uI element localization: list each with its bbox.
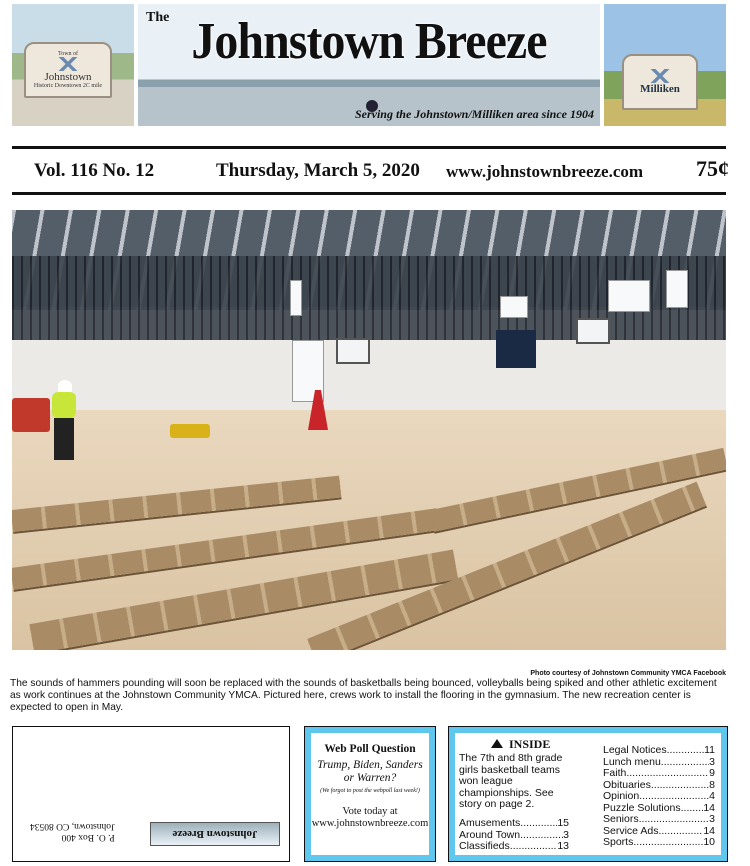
inside-heading [491,737,550,752]
index-page: 8 [709,778,715,791]
index-page: 4 [709,790,715,802]
inside-panel [455,733,721,855]
mailing-line-1: P. O. Box 400 [61,832,115,842]
mountain-icon [48,57,88,71]
mailing-line-2: Johnstown, CO 80534 [30,821,115,831]
milliken-sign-photo [604,4,726,126]
inside-story-teaser: The 7th and 8th grade girls basketball teams won league championships. See story on page 2. [459,752,563,810]
basketball-hoop [336,338,370,364]
index-label: Classifieds [459,840,510,852]
index-right-column [603,745,715,849]
leader-dots [639,814,710,826]
index-page: 9 [709,767,715,779]
index-label: Around Town [459,828,521,841]
index-entry[interactable] [603,745,715,757]
mountain-icon [640,69,680,83]
poll-vote-line: Vote today at [342,806,398,817]
leader-dots [633,837,703,849]
index-label: Sports [603,836,634,848]
poll-vote-link[interactable]: www.johnstownbreeze.com [311,818,429,829]
leader-dots [520,818,557,830]
floor-worker [48,380,78,460]
hard-hat [58,380,72,392]
equipment-cart [12,398,50,432]
poll-question: Trump, Biden, Sanders or Warren? [317,759,423,784]
index-entry[interactable] [459,818,569,830]
index-label: Puzzle Solutions [603,801,681,814]
website-link[interactable]: www.johnstownbreeze.com [446,162,644,181]
folio-bottom-rule [12,192,726,195]
inside-index-box [448,726,728,862]
index-label: Legal Notices [603,744,667,756]
index-page: 11 [704,744,715,756]
index-label: Service Ads [603,824,659,837]
index-label: Opinion [603,790,640,802]
leader-dots [658,826,703,838]
sign-small-top: Town of [57,51,79,57]
index-label: Amusements [459,817,521,829]
index-entry[interactable] [603,837,715,849]
index-page: 3 [709,813,715,825]
inside-heading-label: INSIDE [509,737,551,751]
web-poll-panel [311,733,429,855]
index-page: 3 [709,755,715,768]
leader-dots [626,768,709,780]
folio-line [12,152,729,188]
sign-small-bottom: Historic Downtown 2C mile [33,83,103,89]
index-page: 14 [703,824,715,837]
poll-note: (We forgot to post the webpoll last week!) [320,788,420,794]
worker-legs [54,418,74,460]
index-entry[interactable] [603,768,715,780]
milliken-sign [622,54,698,110]
window [290,280,302,316]
index-page: 3 [563,828,569,841]
photo-credit: Photo courtesy of Johnstown Community YMCA Facebook [530,670,726,677]
masthead-banner [138,4,600,126]
johnstown-sign-photo [12,4,134,126]
johnstown-sign [24,42,112,98]
window [666,270,688,308]
sign-town-name: Milliken [640,83,680,95]
index-left-column [459,818,569,853]
index-label: Lunch menu [603,755,661,768]
window [500,296,528,318]
index-page: 15 [557,817,569,829]
poll-title: Web Poll Question [324,743,416,755]
index-entry[interactable] [603,791,715,803]
sign-town-name: Johnstown [44,71,92,83]
masthead-title: Johnstown Breeze [191,13,547,70]
triangle-up-icon [491,739,503,748]
window [608,280,650,312]
index-label: Seniors [603,813,639,825]
photo-caption: The sounds of hammers pounding will soon be replaced with the sounds of basketballs being bounced, volleyballs being spiked and other athletic excitement as work continues at the Johnstown Community YMCA. Pictured here, crews work to install the flooring in the gymnasium. The new recreation center is expected to open in May. [10,678,717,713]
safety-vest [52,392,76,418]
leader-dots [639,791,709,803]
leader-dots [667,745,704,757]
index-page: 10 [703,836,715,848]
index-entry[interactable] [459,841,569,853]
index-label: Obituaries [603,778,651,791]
air-compressor [170,424,210,438]
masthead-tagline: Serving the Johnstown/Milliken area since 1904 [354,107,594,121]
leader-dots [510,841,558,853]
leader-dots [681,803,704,815]
leader-dots [651,780,709,792]
scoreboard [496,330,536,368]
index-label: Faith [603,767,627,779]
web-poll-box [304,726,436,862]
price: 75¢ [696,156,729,181]
index-entry[interactable] [603,814,715,826]
basketball-hoop [576,318,610,344]
volume-number: Vol. 116 No. 12 [34,160,155,181]
index-page: 13 [557,840,569,852]
masthead-the: The [146,10,170,25]
mini-masthead-logo: Johnstown Breeze [150,822,280,846]
leader-dots [661,757,709,769]
gym-photo [12,210,726,650]
folio-top-rule [12,146,726,149]
mailing-address [30,820,115,842]
index-page: 14 [703,801,715,814]
issue-date: Thursday, March 5, 2020 [216,160,420,181]
